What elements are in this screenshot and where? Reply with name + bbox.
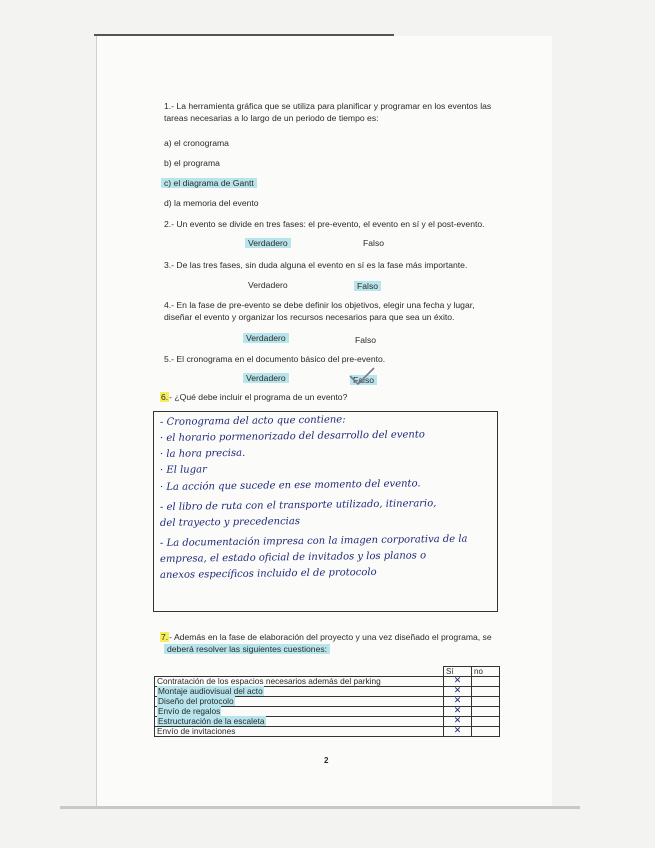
q2-false: Falso bbox=[363, 238, 385, 248]
q4-true bbox=[243, 333, 289, 344]
q1-option-b: b) el programa bbox=[164, 158, 220, 168]
table-row-si-mark: ✕ bbox=[444, 687, 472, 697]
q5-true bbox=[243, 373, 289, 384]
q1-option-a: a) el cronograma bbox=[164, 138, 229, 148]
q7-question-line2 bbox=[164, 644, 330, 655]
table-row-label bbox=[155, 707, 444, 717]
q6-answer-line: - Cronograma del acto que contiene: bbox=[159, 414, 346, 428]
page-number: 2 bbox=[324, 756, 329, 765]
table-row-label bbox=[155, 697, 444, 707]
table-row bbox=[155, 727, 500, 737]
table-row-no-cell bbox=[472, 677, 500, 687]
table-row bbox=[155, 687, 500, 697]
table-row bbox=[155, 707, 500, 717]
table-row bbox=[155, 717, 500, 727]
table-header-blank bbox=[155, 667, 444, 677]
table-header-no: no bbox=[472, 667, 500, 677]
table-row-label-highlight: Estructuración de la escaleta bbox=[158, 716, 265, 726]
q6-answer-line: · El lugar bbox=[159, 464, 207, 476]
table-row-si-mark: ✕ bbox=[444, 717, 472, 727]
table-row-si-mark: ✕ bbox=[444, 677, 472, 687]
q2-true bbox=[245, 238, 291, 249]
table-row-no-cell bbox=[472, 717, 500, 727]
q4-question-line1: 4.- En la fase de pre-evento se debe definir los objetivos, elegir una fecha y lugar, bbox=[164, 300, 475, 310]
table-row-label-highlight: Envío de regalos bbox=[158, 706, 221, 716]
q6-answer-line: del trayecto y precedencias bbox=[159, 516, 301, 529]
q6-number-highlight: 6. bbox=[161, 392, 169, 402]
table-row-label: Envío de invitaciones bbox=[155, 727, 444, 737]
checkmark-icon bbox=[348, 366, 376, 386]
q5-false-highlight: Falso bbox=[350, 375, 377, 385]
q6-question bbox=[160, 392, 347, 403]
table-row-label bbox=[155, 717, 444, 727]
q1-question-line2: tareas necesarias a lo largo de un periodo de tiempo es: bbox=[164, 113, 379, 123]
q5-question: 5.- El cronograma en el documento básico del pre-evento. bbox=[164, 354, 386, 364]
q6-answer-line: · el horario pormenorizado del desarrollo del evento bbox=[159, 429, 425, 444]
q4-true-highlight: Verdadero bbox=[243, 333, 289, 343]
q3-question: 3.- De las tres fases, sin duda alguna el evento en sí es la fase más importante. bbox=[164, 260, 468, 270]
table-header-row bbox=[155, 667, 500, 677]
q6-answer-line: empresa, el estado oficial de invitados y los planos o bbox=[159, 550, 427, 565]
table-row-si-mark: ✕ bbox=[444, 727, 472, 737]
table-row-no-cell bbox=[472, 687, 500, 697]
bottom-edge-shadow bbox=[60, 806, 580, 809]
q6-answer-line: - el libro de ruta con el transporte utilizado, itinerario, bbox=[159, 498, 437, 513]
q6-question-text: - ¿Qué debe incluir el programa de un evento? bbox=[169, 392, 348, 402]
q1-question-line1: 1.- La herramienta gráfica que se utiliza para planificar y programar en los eventos las bbox=[164, 101, 492, 111]
top-edge-line bbox=[94, 34, 394, 36]
table-row-no-cell bbox=[472, 707, 500, 717]
q7-question-text: - Además en la fase de elaboración del proyecto y una vez diseñado el programa, se bbox=[169, 632, 492, 642]
q7-line2-highlight: deberá resolver las siguientes cuestiones: bbox=[164, 644, 330, 654]
q6-answer-line: · la hora precisa. bbox=[159, 447, 246, 460]
q2-true-highlight: Verdadero bbox=[245, 238, 291, 248]
q3-true: Verdadero bbox=[248, 280, 288, 290]
table-row-label: Contratación de los espacios necesarios además del parking bbox=[155, 677, 444, 687]
table-row-label bbox=[155, 687, 444, 697]
table-row-no-cell bbox=[472, 697, 500, 707]
q7-number-highlight: 7. bbox=[161, 632, 169, 642]
table-row-label-highlight: Montaje audiovisual del acto bbox=[158, 686, 263, 696]
q6-answer-line: anexos específicos incluido el de protocolo bbox=[159, 566, 377, 581]
table-row bbox=[155, 697, 500, 707]
q3-false bbox=[354, 281, 381, 292]
q4-question-line2: diseñar el evento y organizar los recursos necesarios para que sea un éxito. bbox=[164, 312, 455, 322]
table-header-si: Sí bbox=[444, 667, 472, 677]
q1-option-c bbox=[161, 178, 257, 189]
q2-question: 2.- Un evento se divide en tres fases: el pre-evento, el evento en sí y el post-evento. bbox=[164, 219, 485, 229]
q1-option-c-highlight: c) el diagrama de Gantt bbox=[161, 178, 257, 188]
table-row-si-mark: ✕ bbox=[444, 707, 472, 717]
table-row-no-cell bbox=[472, 727, 500, 737]
q3-false-highlight: Falso bbox=[354, 281, 381, 291]
table-row bbox=[155, 677, 500, 687]
table-row-label-highlight: Diseño del protocolo bbox=[158, 696, 234, 706]
q4-false: Falso bbox=[355, 335, 377, 345]
q6-answer-line: - La documentación impresa con la imagen corporativa de la bbox=[159, 533, 468, 549]
q5-true-highlight: Verdadero bbox=[243, 373, 289, 383]
q1-option-d: d) la memoria del evento bbox=[164, 198, 259, 208]
q6-answer-line: · La acción que sucede en ese momento del evento. bbox=[159, 478, 421, 493]
q7-question-line1 bbox=[160, 632, 492, 643]
table-row-si-mark: ✕ bbox=[444, 697, 472, 707]
q7-table bbox=[154, 666, 500, 737]
